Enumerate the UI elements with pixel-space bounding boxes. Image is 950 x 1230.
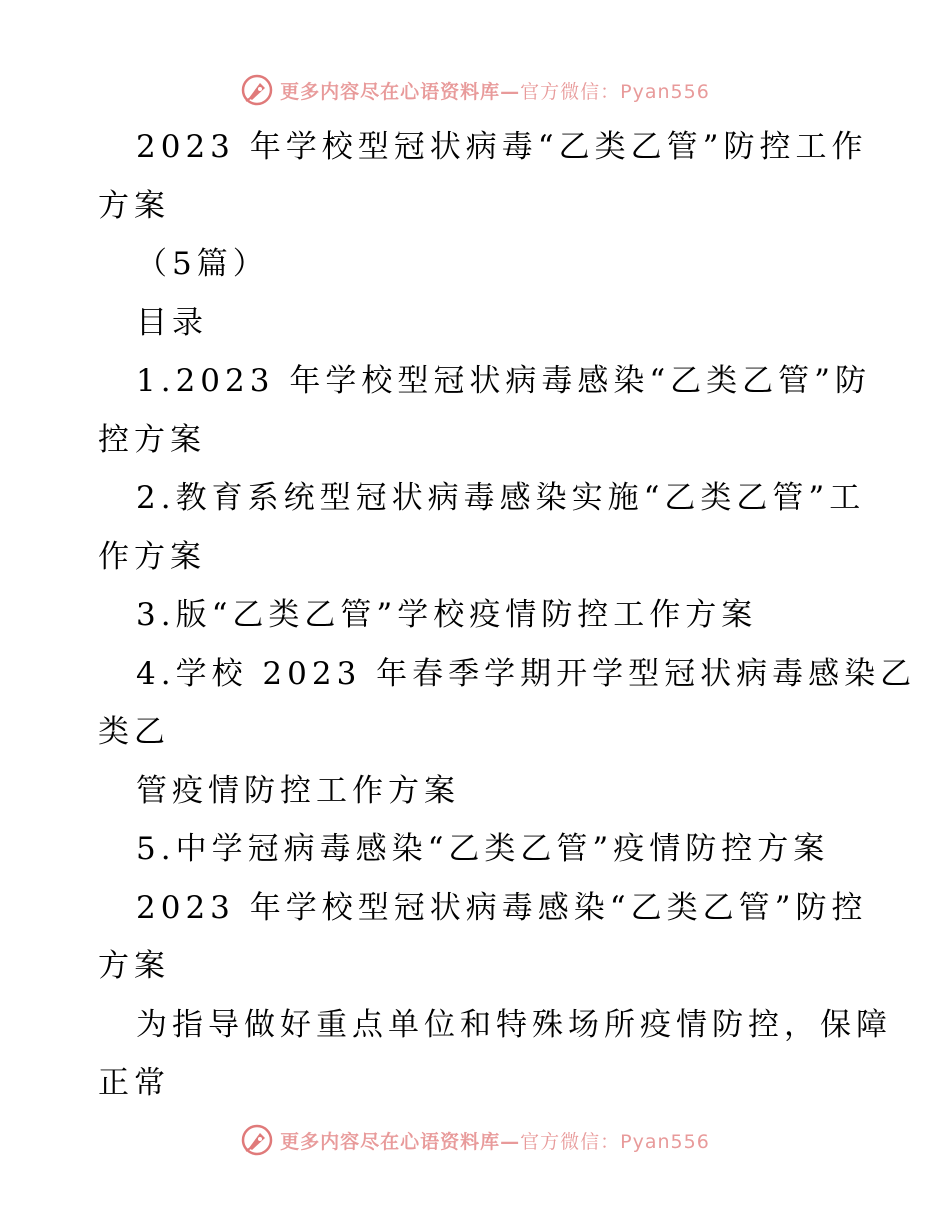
watermark-separator: —: [500, 80, 521, 103]
document-body: [98, 118, 917, 1113]
document-line: 类乙: [98, 714, 170, 750]
watermark-text: [280, 77, 710, 104]
document-line: 1.2023 年学校型冠状病毒感染“乙类乙管”防: [136, 363, 872, 399]
watermark-main-text: 更多内容尽在心语资料库: [280, 80, 501, 103]
document-line: 3.版“乙类乙管”学校疫情防控工作方案: [136, 597, 758, 633]
document-line: （5篇）: [136, 246, 269, 282]
document-line: 为指导做好重点单位和特殊场所疫情防控，保障: [136, 1006, 892, 1043]
pen-nib-logo-icon: [240, 73, 274, 107]
document-line: 2023 年学校型冠状病毒感染“乙类乙管”防控: [136, 889, 868, 926]
document-line: 2.教育系统型冠状病毒感染实施“乙类乙管”工: [136, 480, 866, 516]
document-line: 5.中学冠病毒感染“乙类乙管”疫情防控方案: [136, 831, 830, 867]
pen-nib-logo-icon: [240, 1123, 274, 1157]
watermark-wechat-text: 官方微信：Pyan556: [520, 1130, 710, 1153]
watermark-text: [280, 1127, 710, 1154]
document-line: 正常: [98, 1065, 170, 1101]
document-line: 方案: [98, 948, 170, 984]
watermark-separator: —: [500, 1130, 521, 1153]
header-watermark-banner: [0, 70, 950, 110]
document-line: 作方案: [98, 538, 206, 575]
document-line: 控方案: [98, 421, 206, 458]
document-line: 2023 年学校型冠状病毒“乙类乙管”防控工作: [136, 129, 868, 165]
document-line: 目录: [136, 304, 208, 341]
document-line: 管疫情防控工作方案: [136, 772, 460, 809]
watermark-wechat-text: 官方微信：Pyan556: [520, 80, 710, 103]
document-line: 4.学校 2023 年春季学期开学型冠状病毒感染乙: [136, 655, 917, 692]
footer-watermark-banner: [0, 1120, 950, 1160]
watermark-main-text: 更多内容尽在心语资料库: [280, 1130, 501, 1153]
document-line: 方案: [98, 187, 170, 224]
